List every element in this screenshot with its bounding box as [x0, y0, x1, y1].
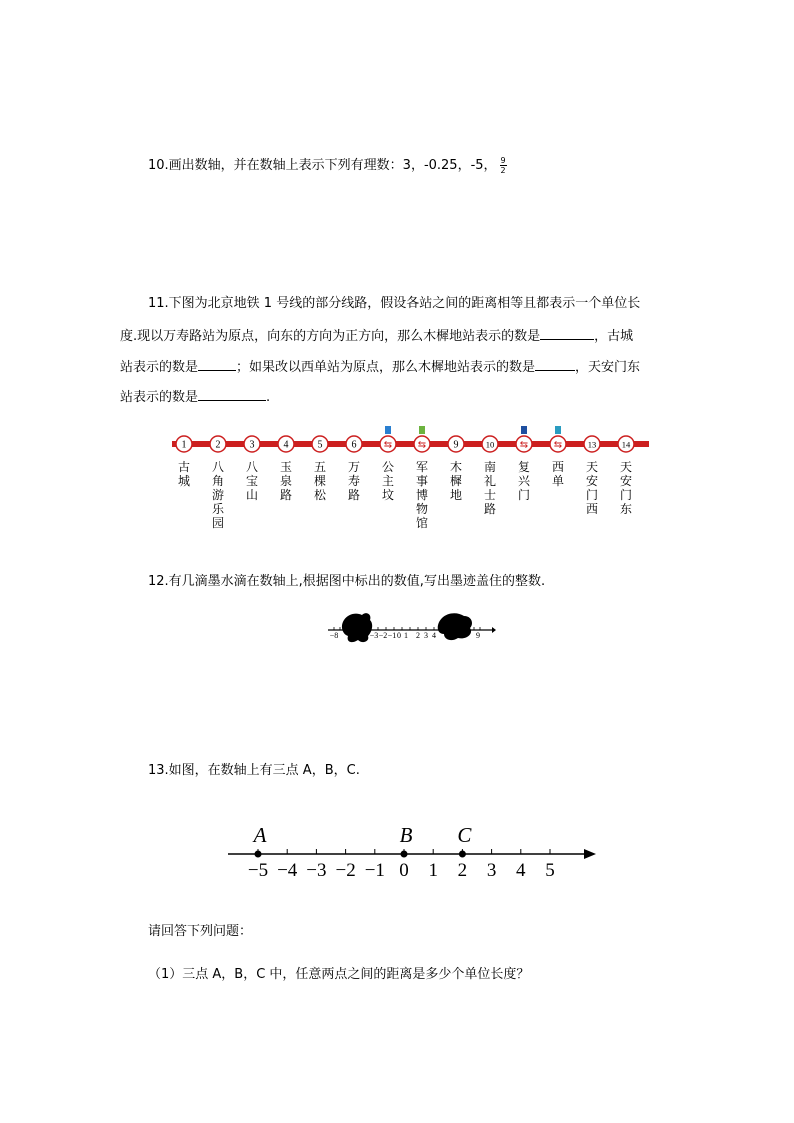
tick-label: 1: [428, 860, 438, 881]
point-b: [401, 851, 408, 858]
station-number: 10: [485, 439, 495, 450]
tick-label: −1: [364, 860, 385, 881]
station-number: 5: [317, 439, 323, 451]
question-11-line3: 站表示的数是 ；如果改以西单站为原点，那么木樨地站表示的数是 ，天安门东: [120, 360, 641, 375]
ink-blot-right: [438, 613, 472, 640]
tick-label-4: 4: [432, 631, 436, 640]
question-11-line4: 站表示的数是 .: [120, 390, 271, 405]
station-name: 八角游乐园: [211, 460, 224, 530]
question-11-line2: 度.现以万寿路站为原点，向东的方向为正方向，那么木樨地站表示的数是 ，古城: [120, 329, 634, 344]
station-number: 4: [283, 439, 289, 451]
fraction-nine-halves: $\frac{9}{2}$: [500, 156, 506, 175]
tick-label-neg8: −8: [329, 631, 339, 640]
station-name: 天安门西: [585, 460, 598, 516]
answer-blank-1[interactable]: [540, 327, 594, 340]
tick-label-neg1: −1: [387, 631, 397, 640]
tick-label: −5: [247, 860, 269, 881]
station-name: 天安门东: [619, 460, 632, 516]
station-number: 1: [181, 439, 187, 451]
station-name: 古城: [177, 460, 190, 488]
point-label-a: A: [253, 823, 267, 847]
question-10-text: 10.画出数轴，并在数轴上表示下列有理数：3，-0.25，-5，: [148, 158, 497, 173]
station-number: 13: [587, 439, 597, 450]
question-10: [148, 154, 507, 175]
station-number: 2: [215, 439, 221, 451]
tick-label: 4: [516, 860, 526, 881]
station-name: 木樨地: [449, 460, 462, 502]
answer-blank-4[interactable]: [198, 388, 266, 401]
question-12: 12.有几滴墨水滴在数轴上,根据图中标出的数值,写出墨迹盖住的整数.: [148, 574, 546, 589]
sub-question-1: （1）三点 A，B，C 中，任意两点之间的距离是多少个单位长度？: [148, 967, 530, 982]
transfer-line-flag: [419, 426, 425, 434]
station-name: 万寿路: [347, 460, 360, 502]
answer-blank-2[interactable]: [198, 358, 236, 371]
transfer-icon: ⇆: [383, 439, 393, 451]
station-number: 9: [453, 439, 459, 451]
answer-blank-3[interactable]: [535, 358, 575, 371]
point-a: [255, 851, 262, 858]
tick-label: −2: [335, 860, 356, 881]
subway-station-labels: [170, 460, 655, 530]
question-11-line1: 11.下图为北京地铁 1 号线的部分线路，假设各站之间的距离相等且都表示一个单位长: [148, 296, 641, 311]
station-name: 八宝山: [245, 460, 258, 502]
tick-label-1: 1: [404, 631, 408, 640]
tick-label-0: 0: [397, 631, 401, 640]
tick-label: 5: [545, 860, 555, 881]
tick-label-2: 2: [416, 631, 420, 640]
ink-blot-left: [342, 613, 372, 642]
tick-label: 2: [457, 860, 468, 881]
transfer-icon: ⇆: [519, 439, 529, 451]
transfer-line-flag: [555, 426, 561, 434]
tick-label-neg3: −3: [369, 631, 379, 640]
question-13: 13.如图，在数轴上有三点 A，B，C.: [148, 763, 360, 778]
station-name: 复兴门: [517, 460, 530, 502]
station-number: 6: [351, 439, 357, 451]
tick-label: 3: [486, 860, 497, 881]
tick-label-neg2: −2: [378, 631, 388, 640]
tick-label: 0: [399, 860, 409, 881]
abc-number-line: [226, 814, 598, 884]
subway-line-diagram: [170, 424, 655, 460]
transfer-icon: ⇆: [417, 439, 427, 451]
tick-label: −3: [306, 860, 327, 881]
transfer-icon: ⇆: [553, 439, 563, 451]
station-name: 军事博物馆: [415, 460, 428, 530]
axis-arrow: [584, 849, 596, 859]
tick-label: −4: [277, 860, 298, 881]
station-number: 3: [249, 439, 255, 451]
ink-number-line: [326, 606, 496, 646]
point-c: [459, 851, 466, 858]
station-name: 公主坟: [381, 460, 394, 502]
point-label-b: B: [399, 823, 413, 847]
answer-prompt: 请回答下列问题：: [148, 924, 253, 939]
station-number: 14: [621, 439, 631, 450]
point-label-c: C: [457, 823, 472, 847]
tick-label-9: 9: [476, 631, 480, 640]
tick-label-3: 3: [424, 631, 428, 640]
station-name: 南礼士路: [483, 460, 496, 516]
station-name: 五棵松: [313, 460, 326, 502]
station-name: 玉泉路: [279, 460, 292, 502]
transfer-line-flag: [521, 426, 527, 434]
transfer-line-flag: [385, 426, 391, 434]
station-name: 西单: [551, 460, 564, 488]
